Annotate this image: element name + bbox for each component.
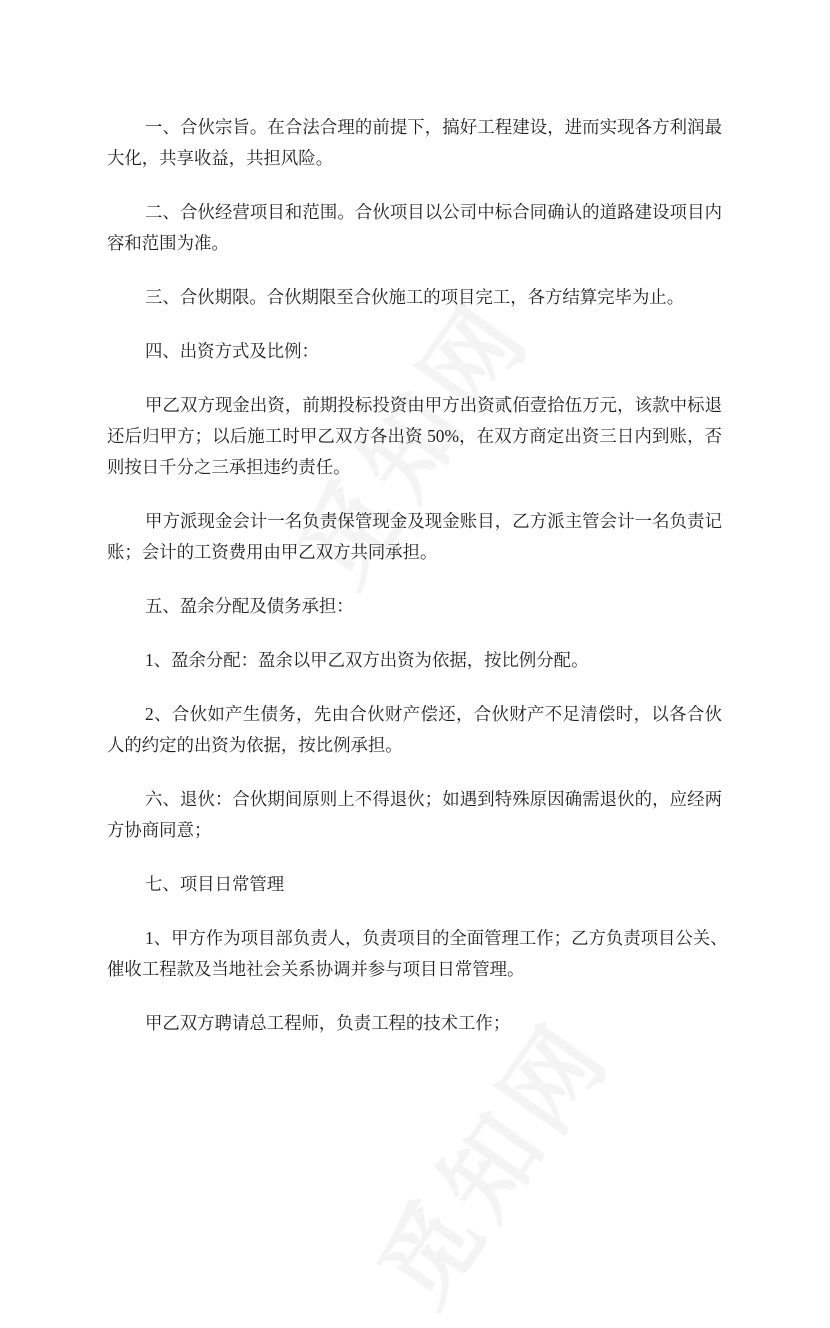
- paragraph-line: 账；会计的工资费用由甲乙双方共同承担。: [107, 542, 438, 562]
- paragraph: [107, 923, 728, 985]
- paragraph: [107, 645, 722, 676]
- paragraph-line: 二、合伙经营项目和范围。合伙项目以公司中标合同确认的道路建设项目内: [145, 202, 722, 222]
- paragraph-line: 人的约定的出资为依据，按比例承担。: [107, 735, 403, 755]
- paragraph-line: 方协商同意；: [107, 820, 212, 840]
- paragraph-line: 大化，共享收益，共担风险。: [107, 148, 334, 168]
- paragraph-line: 七、项目日常管理: [145, 874, 285, 894]
- paragraph-line: 则按日千分之三承担违约责任。: [107, 457, 351, 477]
- paragraph-line: 五、盈余分配及债务承担：: [145, 596, 354, 616]
- paragraph: [107, 699, 722, 761]
- paragraph-line: 1、盈余分配：盈余以甲乙双方出资为依据，按比例分配。: [145, 650, 589, 670]
- paragraph: [107, 506, 722, 568]
- document-body: [107, 112, 728, 1062]
- paragraph-line: 容和范围为准。: [107, 233, 229, 253]
- paragraph-line: 四、出资方式及比例：: [145, 341, 319, 361]
- paragraph-line: 催收工程款及当地社会关系协调并参与项目日常管理。: [107, 959, 525, 979]
- paragraph: [107, 1008, 722, 1039]
- paragraph: [107, 282, 722, 313]
- paragraph-line: 甲方派现金会计一名负责保管现金及现金账目，乙方派主管会计一名负责记: [145, 511, 722, 531]
- paragraph: [107, 336, 722, 367]
- paragraph: [107, 112, 722, 174]
- paragraph: [107, 784, 722, 846]
- paragraph: [107, 390, 722, 483]
- paragraph-line: 甲乙双方现金出资，前期投标投资由甲方出资贰佰壹拾伍万元，该款中标退: [145, 395, 722, 415]
- paragraph: [107, 591, 722, 622]
- paragraph: [107, 197, 722, 259]
- paragraph: [107, 869, 722, 900]
- paragraph-line: 一、合伙宗旨。在合法合理的前提下，搞好工程建设，进而实现各方利润最: [145, 117, 722, 137]
- paragraph-line: 还后归甲方；以后施工时甲乙双方各出资 50%，在双方商定出资三日内到账，否: [107, 426, 722, 446]
- paragraph-line: 1、甲方作为项目部负责人，负责项目的全面管理工作；乙方负责项目公关、: [145, 928, 728, 948]
- paragraph-line: 甲乙双方聘请总工程师，负责工程的技术工作；: [145, 1013, 511, 1033]
- paragraph-line: 三、合伙期限。合伙期限至合伙施工的项目完工，各方结算完毕为止。: [145, 287, 685, 307]
- paragraph-line: 六、退伙：合伙期间原则上不得退伙；如遇到特殊原因确需退伙的，应经两: [145, 789, 722, 809]
- paragraph-line: 2、合伙如产生债务，先由合伙财产偿还，合伙财产不足清偿时，以各合伙: [145, 704, 722, 724]
